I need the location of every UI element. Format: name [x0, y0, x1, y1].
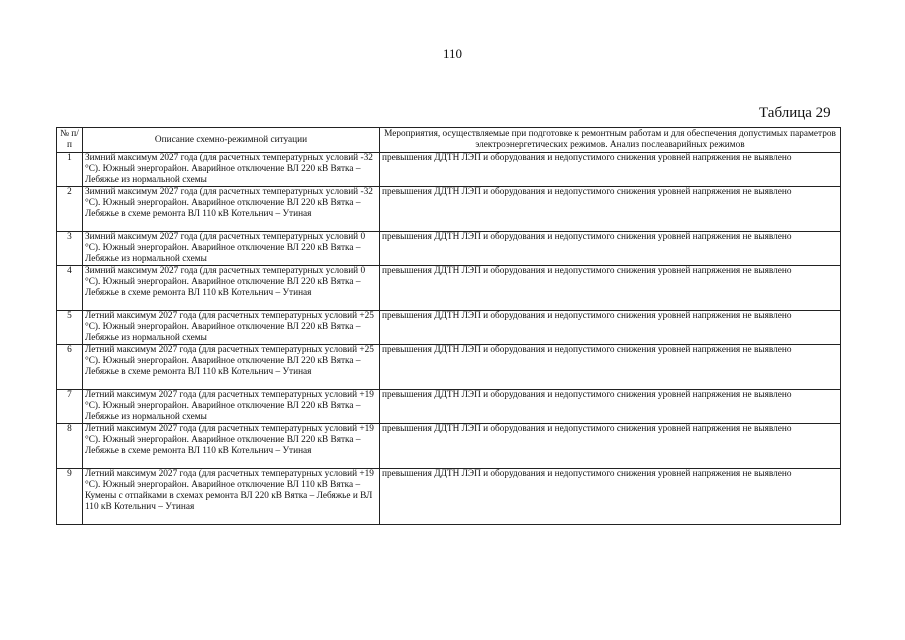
row-description: Зимний максимум 2027 года (для расчетных температурных условий -32 °С). Южный энергорайон. Аварийное отключение ВЛ 220 кВ Вятка – Лебяжье из нормальной схемы [83, 153, 380, 187]
table-row [57, 232, 841, 266]
row-measures: превышения ДДТН ЛЭП и оборудования и недопустимого снижения уровней напряжения не выявлено [380, 390, 841, 424]
row-num: 9 [57, 469, 83, 525]
row-num: 2 [57, 187, 83, 232]
page-number: 110 [442, 46, 463, 61]
row-measures: превышения ДДТН ЛЭП и оборудования и недопустимого снижения уровней напряжения не выявлено [380, 232, 841, 266]
table-header-row [57, 128, 841, 153]
row-num: 3 [57, 232, 83, 266]
row-num: 1 [57, 153, 83, 187]
row-description: Летний максимум 2027 года (для расчетных температурных условий +19 °С). Южный энергорайон. Аварийное отключение ВЛ 110 кВ Вятка – Кумены с отпайками в схемах ремонта ВЛ 220 кВ Вятка – Лебяжье и ВЛ 110 кВ Котельнич – Утиная [83, 469, 380, 525]
row-num: 4 [57, 266, 83, 311]
header-description: Описание схемно-режимной ситуации [83, 128, 380, 153]
header-num: № п/п [57, 128, 83, 153]
row-measures: превышения ДДТН ЛЭП и оборудования и недопустимого снижения уровней напряжения не выявлено [380, 311, 841, 345]
row-description: Летний максимум 2027 года (для расчетных температурных условий +25 °С). Южный энергорайон. Аварийное отключение ВЛ 220 кВ Вятка – Лебяжье из нормальной схемы [83, 311, 380, 345]
row-description: Зимний максимум 2027 года (для расчетных температурных условий -32 °С). Южный энергорайон. Аварийное отключение ВЛ 220 кВ Вятка – Лебяжье в схеме ремонта ВЛ 110 кВ Котельнич – Утиная [83, 187, 380, 232]
table-row [57, 311, 841, 345]
table-row [57, 345, 841, 390]
row-measures: превышения ДДТН ЛЭП и оборудования и недопустимого снижения уровней напряжения не выявлено [380, 266, 841, 311]
situations-table [56, 127, 841, 525]
row-num: 7 [57, 390, 83, 424]
row-num: 6 [57, 345, 83, 390]
table-caption: Таблица 29 [759, 105, 831, 121]
table-row [57, 469, 841, 525]
row-num: 5 [57, 311, 83, 345]
row-measures: превышения ДДТН ЛЭП и оборудования и недопустимого снижения уровней напряжения не выявлено [380, 153, 841, 187]
table-row [57, 424, 841, 469]
row-description: Летний максимум 2027 года (для расчетных температурных условий +19 °С). Южный энергорайон. Аварийное отключение ВЛ 220 кВ Вятка – Лебяжье в схеме ремонта ВЛ 110 кВ Котельнич – Утиная [83, 424, 380, 469]
row-measures: превышения ДДТН ЛЭП и оборудования и недопустимого снижения уровней напряжения не выявлено [380, 424, 841, 469]
row-measures: превышения ДДТН ЛЭП и оборудования и недопустимого снижения уровней напряжения не выявлено [380, 345, 841, 390]
table-row [57, 266, 841, 311]
header-measures: Мероприятия, осуществляемые при подготовке к ремонтным работам и для обеспечения допустимых параметров электроэнергетических режимов. Анализ послеаварийных режимов [380, 128, 841, 153]
row-measures: превышения ДДТН ЛЭП и оборудования и недопустимого снижения уровней напряжения не выявлено [380, 187, 841, 232]
table-row [57, 187, 841, 232]
row-description: Зимний максимум 2027 года (для расчетных температурных условий 0 °С). Южный энергорайон. Аварийное отключение ВЛ 220 кВ Вятка – Лебяжье в схеме ремонта ВЛ 110 кВ Котельнич – Утиная [83, 266, 380, 311]
row-num: 8 [57, 424, 83, 469]
row-description: Летний максимум 2027 года (для расчетных температурных условий +19 °С). Южный энергорайон. Аварийное отключение ВЛ 220 кВ Вятка – Лебяжье из нормальной схемы [83, 390, 380, 424]
table-row [57, 390, 841, 424]
row-description: Летний максимум 2027 года (для расчетных температурных условий +25 °С). Южный энергорайон. Аварийное отключение ВЛ 220 кВ Вятка – Лебяжье в схеме ремонта ВЛ 110 кВ Котельнич – Утиная [83, 345, 380, 390]
row-description: Зимний максимум 2027 года (для расчетных температурных условий 0 °С). Южный энергорайон. Аварийное отключение ВЛ 220 кВ Вятка – Лебяжье из нормальной схемы [83, 232, 380, 266]
table-row [57, 153, 841, 187]
row-measures: превышения ДДТН ЛЭП и оборудования и недопустимого снижения уровней напряжения не выявлено [380, 469, 841, 525]
